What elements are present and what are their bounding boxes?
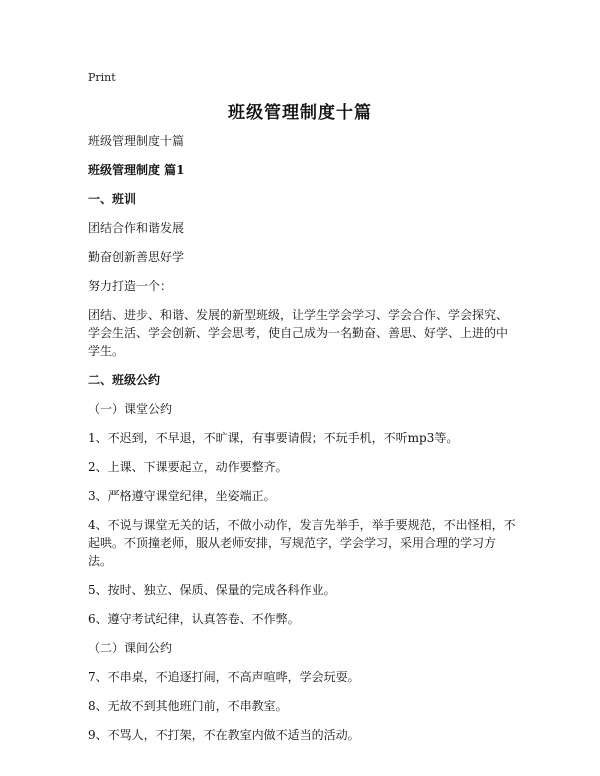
paragraph: 努力打造一个： bbox=[88, 279, 173, 293]
print-link[interactable]: Print bbox=[88, 71, 116, 84]
subsection-heading: （一）课堂公约 bbox=[88, 402, 173, 416]
paragraph: 勤奋创新善思好学 bbox=[88, 250, 185, 264]
rule-item: 9、不骂人，不打架，不在教室内做不适当的活动。 bbox=[88, 728, 360, 742]
rule-item: 5、按时、独立、保质、保量的完成各科作业。 bbox=[88, 583, 336, 597]
paragraph: 团结合作和谐发展 bbox=[88, 221, 185, 235]
rule-item: 3、严格遵守课堂纪律，坐姿端正。 bbox=[88, 489, 276, 503]
section-heading: 一、班训 bbox=[88, 192, 137, 206]
subsection-heading: （二）课间公约 bbox=[88, 641, 173, 655]
rule-item: 7、不串桌，不追逐打闹，不高声喧哗，学会玩耍。 bbox=[88, 670, 360, 684]
document-body bbox=[88, 132, 518, 755]
paragraph: 班级管理制度十篇 bbox=[88, 134, 185, 148]
section-heading: 班级管理制度 篇1 bbox=[88, 163, 185, 177]
section-heading: 二、班级公约 bbox=[88, 373, 161, 387]
document-title: 班级管理制度十篇 bbox=[228, 103, 372, 123]
rule-item: 2、上课、下课要起立，动作要整齐。 bbox=[88, 460, 288, 474]
paragraph: 团结、进步、和谐、发展的新型班级，让学生学会学习、学会合作、学会探究、学会生活、学会创新、学会思考，使自己成为一名勤奋、善思、好学、上进的中学生。 bbox=[88, 308, 509, 358]
rule-item: 8、无故不到其他班门前，不串教室。 bbox=[88, 699, 288, 713]
rule-item: 1、不迟到，不早退，不旷课，有事要请假；不玩手机，不听mp3等。 bbox=[88, 431, 459, 445]
rule-item: 6、遵守考试纪律，认真答卷、不作弊。 bbox=[88, 612, 300, 626]
rule-item: 4、不说与课堂无关的话，不做小动作，发言先举手，举手要规范，不出怪相，不起哄。不顶撞老师，服从老师安排，写规范字，学会学习，采用合理的学习方法。 bbox=[88, 518, 516, 568]
